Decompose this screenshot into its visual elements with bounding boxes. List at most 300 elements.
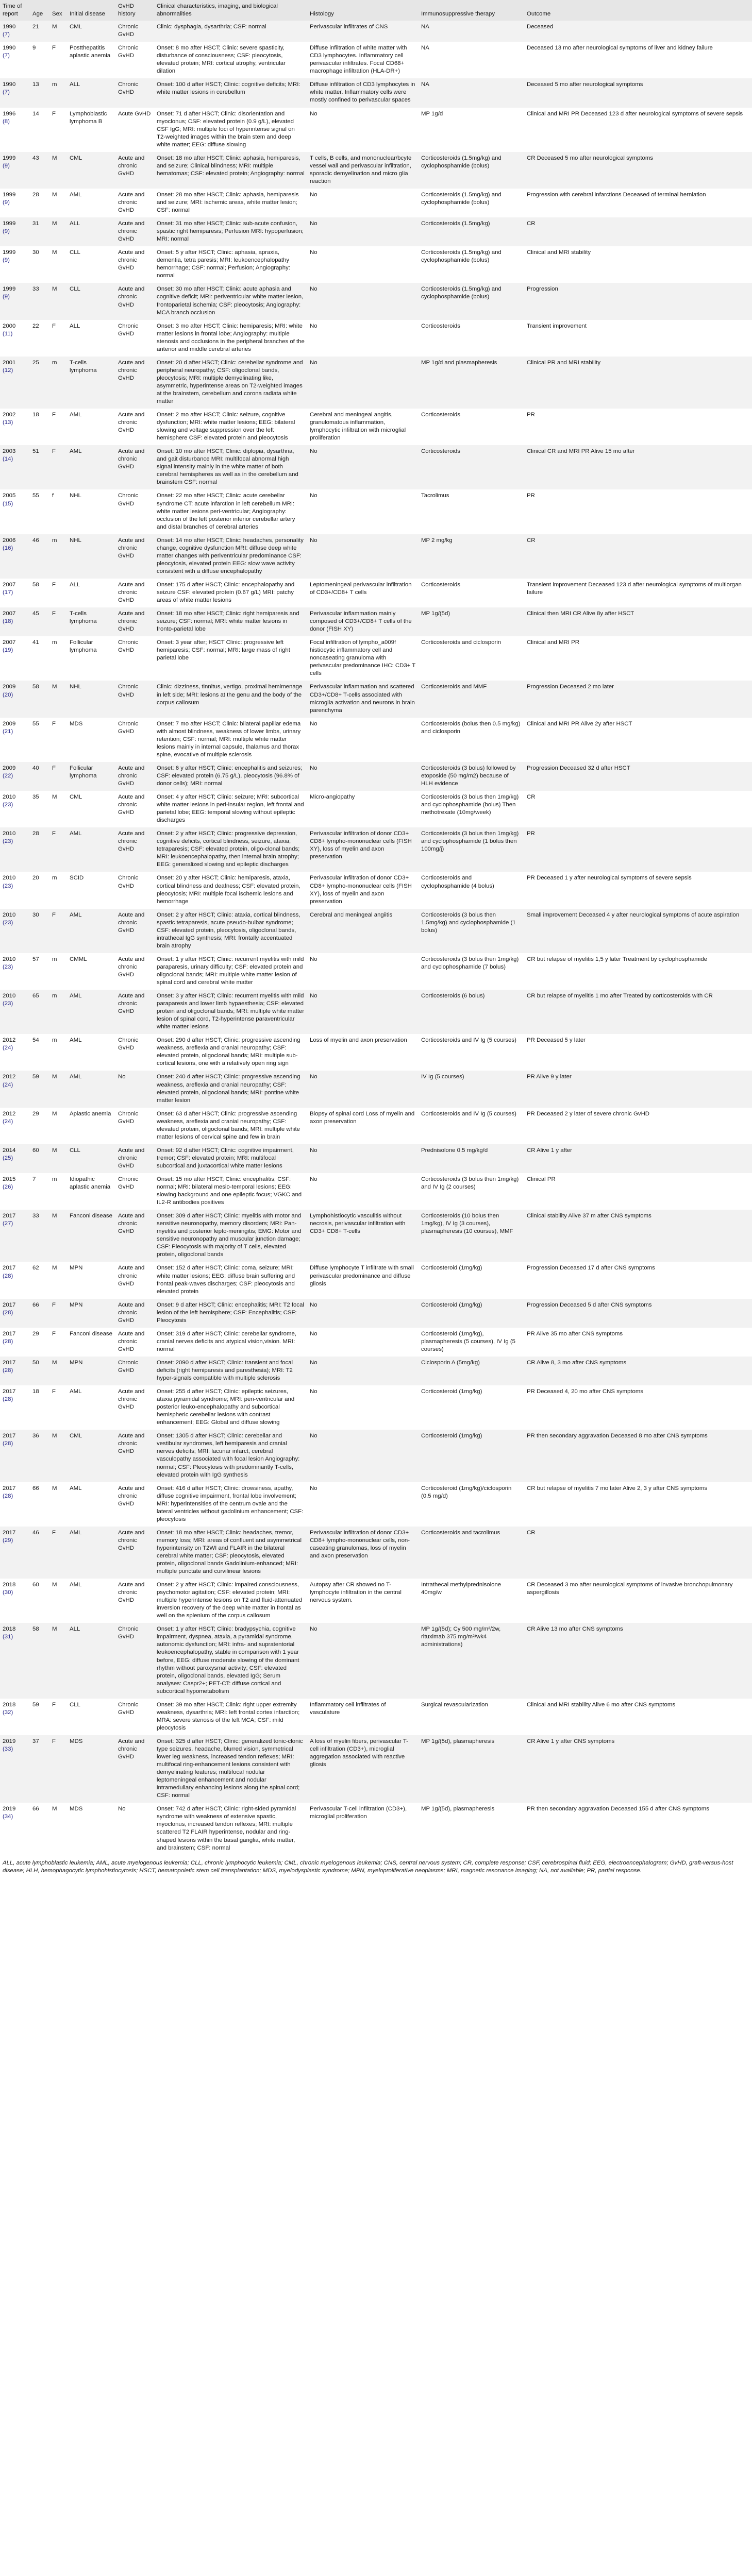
reference-link[interactable]: (28) (3, 1440, 13, 1447)
cell-time (0, 283, 30, 319)
cell-therapy: MP 1g/d (419, 108, 524, 152)
cell-therapy: MP 2 mg/kg (419, 534, 524, 579)
cell-sex: F (49, 762, 67, 791)
cell-gvhd: Chronic GvHD (115, 1699, 154, 1735)
reference-link[interactable]: (22) (3, 772, 13, 779)
cell-sex: M (49, 681, 67, 717)
table-body (0, 21, 752, 1855)
table-row (0, 108, 752, 152)
reference-link[interactable]: (15) (3, 500, 13, 507)
cell-sex: F (49, 827, 67, 872)
reference-link[interactable]: (11) (3, 330, 13, 337)
cell-disease: AML (67, 1034, 115, 1071)
cell-year: 1999 (3, 191, 16, 198)
cell-disease: AML (67, 445, 115, 489)
reference-link[interactable]: (23) (3, 838, 13, 845)
cell-clinical: Onset: 1 y after HSCT; Clinic: bradypsychia, cognitive impairment, dyspnea, ataxia, a pyramidal syndrome, autonomic dysfunction; MRI: infra- and supratentorial leukoencephalopathy, stable in comparison with 1 year before, EEG: diffuse moderate slowing of the dominant rhythm without paroxysmal activity; CSF: elevated protein, oligoclonal bands, elevated IgG; Serum analyses: Caspr2+; PET-CT: diffuse cortical and subcortical hypometabolism (154, 1623, 307, 1698)
cell-outcome: PR Deceased 2 y later of severe chronic GvHD (524, 1108, 752, 1144)
cell-gvhd: Chronic GvHD (115, 1034, 154, 1071)
cell-clinical: Onset: 8 mo after HSCT; Clinic: severe spasticity, disturbance of consciousness; CSF: pleocytosis, elevated protein; MRI: cortical atrophy, ventricular dilation (154, 42, 307, 78)
cell-clinical: Onset: 325 d after HSCT; Clinic: generalized tonic-clonic type seizures, headache, blurred vision, symmetrical lower leg weakness, increased tendon reflexes; MRI: multifocal ring-enhancement lesions consistent with demyelinating features; multifocal nodular leptomeningeal enhancement and nodular intramedullary enhancing lesions along the spinal cord; CSF: normal (154, 1735, 307, 1803)
reference-link[interactable]: (23) (3, 1001, 13, 1007)
cell-year: 2012 (3, 1110, 16, 1117)
cell-disease: Lymphoblastic lymphoma B (67, 108, 115, 152)
cell-gvhd: Chronic GvHD (115, 636, 154, 681)
cell-therapy: MP 1g/(5d), plasmapheresis (419, 1803, 524, 1855)
cell-clinical: Onset: 14 mo after HSCT; Clinic: headaches, personality change, cognitive dysfunction MRI: diffuse deep white matter changes with periventricular predominance CSF: pleocytosis, elevated protein EEG: slow wave activity consistent with a diffuse encephalopathy (154, 534, 307, 579)
cell-histology: Focal infiltration of lympho_a009f histiocytic inflammatory cell and noncaseating granuloma with perivascular predominance IHC: CD3+ T cells (307, 636, 419, 681)
cell-clinical: Onset: 9 d after HSCT; Clinic: encephalitis; MRI: T2 focal lesion of the left hemisphere; CSF: Encephalitis; CSF: Pleocytosis (154, 1299, 307, 1328)
cell-clinical: Clinic: dysphagia, dysarthria; CSF: normal (154, 21, 307, 42)
cell-gvhd: Chronic GvHD (115, 1357, 154, 1385)
cell-time (0, 246, 30, 283)
cell-disease: CMML (67, 953, 115, 990)
header-age: Age (30, 0, 49, 21)
table-row (0, 152, 752, 189)
table-row (0, 283, 752, 319)
reference-link[interactable]: (23) (3, 919, 13, 926)
cell-age: 45 (30, 607, 49, 636)
reference-link[interactable]: (25) (3, 1155, 13, 1161)
cell-age: 21 (30, 21, 49, 42)
cell-clinical: Onset: 3 year after; HSCT Clinic: progressive left hemiparesis; CSF: normal; MRI: large mass of right parietal lobe (154, 636, 307, 681)
cell-therapy: Corticosteroids (419, 320, 524, 357)
cell-clinical: Onset: 309 d after HSCT; Clinic: myelitis with motor and sensitive neuronopathy, memory disorders; MRI: Pan-myelitis and posterior lepto-meningitis; EMG: Motor and sensitive neuronopathy and muscular junction damage; CSF: Pleocytosis with majority of T cells, elevated protein, oligoclonal bands (154, 1210, 307, 1262)
cell-year: 2007 (3, 611, 16, 617)
reference-link[interactable]: (16) (3, 545, 13, 551)
cell-outcome: Progression Deceased 17 d after CNS symptoms (524, 1262, 752, 1298)
cell-time (0, 534, 30, 579)
cell-sex: M (49, 1144, 67, 1173)
cell-histology: No (307, 1071, 419, 1107)
cell-time (0, 1579, 30, 1623)
reference-link[interactable]: (23) (3, 883, 13, 889)
header-gvhd: GvHD history (115, 0, 154, 21)
cell-age: 28 (30, 827, 49, 872)
cell-age: 59 (30, 1071, 49, 1107)
cell-clinical: Onset: 3 mo after HSCT; Clinic: hemiparesis; MRI: white matter lesions in frontal lobe; Angiography: multiple stenosis and occlusions in the peripheral branches of the anterior and middle cerebral arteries (154, 320, 307, 357)
table-row (0, 1527, 752, 1579)
cell-outcome: PR Deceased 4, 20 mo after CNS symptoms (524, 1385, 752, 1430)
cell-year: 2007 (3, 639, 16, 646)
cell-histology: No (307, 1623, 419, 1698)
cell-time (0, 1328, 30, 1357)
cell-gvhd: Acute and chronic GvHD (115, 1735, 154, 1803)
cell-gvhd: Chronic GvHD (115, 1623, 154, 1698)
reference-link[interactable]: (9) (3, 162, 10, 169)
cell-age: 59 (30, 1699, 49, 1735)
cell-histology: No (307, 1430, 419, 1482)
cell-therapy: Corticosteroids and cyclophosphamide (4 bolus) (419, 872, 524, 908)
cell-age: 60 (30, 1579, 49, 1623)
reference-link[interactable]: (28) (3, 1396, 13, 1403)
reference-link[interactable]: (7) (3, 89, 10, 96)
cell-histology: No (307, 1328, 419, 1357)
reference-link[interactable]: (9) (3, 228, 10, 235)
cell-age: 22 (30, 320, 49, 357)
reference-link[interactable]: (29) (3, 1537, 13, 1544)
cell-outcome: Progression Deceased 2 mo later (524, 681, 752, 717)
cell-gvhd: Acute GvHD (115, 108, 154, 152)
cell-therapy: Corticosteroids (6 bolus) (419, 990, 524, 1034)
cell-age: 13 (30, 78, 49, 107)
reference-link[interactable]: (7) (3, 31, 10, 38)
cell-sex: F (49, 579, 67, 607)
reference-link[interactable]: (17) (3, 589, 13, 596)
cell-sex: m (49, 990, 67, 1034)
header-disease: Initial disease (67, 0, 115, 21)
cell-outcome: CR Deceased 5 mo after neurological symptoms (524, 152, 752, 189)
cell-therapy: MP 1g/(5d) (419, 607, 524, 636)
cell-therapy: Intrathecal methylprednisolone 40mg/w (419, 1579, 524, 1623)
cell-gvhd: Acute and chronic GvHD (115, 534, 154, 579)
table-row (0, 42, 752, 78)
cell-outcome: CR (524, 217, 752, 246)
cell-histology: No (307, 534, 419, 579)
cell-histology: No (307, 1144, 419, 1173)
reference-link[interactable]: (31) (3, 1634, 13, 1640)
cell-clinical: Onset: 30 mo after HSCT; Clinic: acute aphasia and cognitive deficit; MRI: periventricular white matter lesion, frontoparietal ischemia; CSF: pleocytosis; Angiography: MCA branch occlusion (154, 283, 307, 319)
cell-time (0, 718, 30, 762)
table-row (0, 953, 752, 990)
cell-sex: M (49, 283, 67, 319)
cell-outcome: CR Deceased 3 mo after neurological symptoms of invasive bronchopulmonary aspergillosis (524, 1579, 752, 1623)
cell-sex: F (49, 320, 67, 357)
cell-therapy: Corticosteroids and ciclosporin (419, 636, 524, 681)
table-row (0, 1328, 752, 1357)
cell-therapy: Corticosteroids (3 bolus then 1mg/kg) and cyclophosphamide (bolus) Then methotrexate (10mg/week) (419, 791, 524, 827)
reference-link[interactable]: (28) (3, 1367, 13, 1374)
cell-gvhd: No (115, 1803, 154, 1855)
cell-clinical: Onset: 3 y after HSCT; Clinic: recurrent myelitis with mild paraparesis and lower limb hypaesthesia; CSF: elevated protein and oligoclonal bands; MRI: multiple white matter lesion of spinal cord, T2-hyperintense paraventricular white matter lesions (154, 990, 307, 1034)
cell-clinical: Onset: 15 mo after HSCT; Clinic: encephalitis; CSF: normal; MRI: bilateral mesio-temporal lesions; EEG: slowing background and one epileptic focus; VGKC and IL2-R antibodies positives (154, 1173, 307, 1210)
reference-link[interactable]: (12) (3, 367, 13, 374)
cell-gvhd: Acute and chronic GvHD (115, 283, 154, 319)
table-row (0, 409, 752, 445)
table-row (0, 1144, 752, 1173)
cell-histology: Perivascular inflammation mainly composed of CD3+/CD8+ T cells of the donor (FISH XY) (307, 607, 419, 636)
cell-outcome: Clinical PR (524, 1173, 752, 1210)
reference-link[interactable]: (13) (3, 419, 13, 426)
cell-outcome: CR Alive 1 y after CNS symptoms (524, 1735, 752, 1803)
cell-clinical: Onset: 63 d after HSCT; Clinic: progressive ascending weakness, areflexia and cranial neuropathy; CSF: elevated protein, oligoclonal bands; MRI: multiple white matter lesions of cervical spine and few in brain (154, 1108, 307, 1144)
table-row (0, 1385, 752, 1430)
cell-disease: Follicular lymphoma (67, 762, 115, 791)
table-row (0, 607, 752, 636)
cell-sex: F (49, 718, 67, 762)
cell-outcome: CR but relapse of myelitis 1,5 y later Treatment by cyclophosphamide (524, 953, 752, 990)
cell-disease: MDS (67, 1803, 115, 1855)
cell-therapy: Corticosteroids (3 bolus then 1mg/kg) and IV Ig (2 courses) (419, 1173, 524, 1210)
cell-year: 1990 (3, 81, 16, 88)
reference-link[interactable]: (33) (3, 1746, 13, 1752)
reference-link[interactable]: (28) (3, 1309, 13, 1316)
cell-time (0, 1803, 30, 1855)
cell-gvhd: Acute and chronic GvHD (115, 1527, 154, 1579)
cell-gvhd: Chronic GvHD (115, 872, 154, 908)
cell-outcome: PR (524, 827, 752, 872)
cell-clinical: Onset: 18 mo after HSCT; Clinic: headaches, tremor, memory loss; MRI: areas of confluent and asymmetrical hyperintensity on T2WI and FLAIR in the bilateral cerebral white matter; CSF: pleocytosis, elevated protein, oligoclonal bands Gadolinium-enhanced; MRI: multiple punctate and curvilinear lesions (154, 1527, 307, 1579)
cell-clinical: Onset: 7 mo after HSCT; Clinic: bilateral papillar edema with almost blindness, weakness of lower limbs, urinary retention; CSF: normal; MRI: multiple white matter lesions mainly in internal capsule, thalamus and thorax spine, evocative of multiple sclerosis (154, 718, 307, 762)
cell-outcome: PR Alive 35 mo after CNS symptoms (524, 1328, 752, 1357)
cell-clinical: Onset: 20 d after HSCT; Clinic: cerebellar syndrome and peripheral neuropathy; CSF: oligoclonal bands, pleocytosis; MRI: multiple demyelinating like, asymmetric, hyperintense areas on T2-weighted images at the brainstem, cerebellum and corona radiata white matter (154, 357, 307, 409)
cell-therapy: Corticosteroids (1.5mg/kg) and cyclophosphamide (bolus) (419, 283, 524, 319)
cell-histology: No (307, 108, 419, 152)
cell-year: 1996 (3, 110, 16, 117)
cell-sex: M (49, 1262, 67, 1298)
header-outcome: Outcome (524, 0, 752, 21)
cell-histology: Perivascular infiltration of donor CD3+ CD8+ lympho-mononuclear cells, non-caseating granulomas, loss of myelin and axon preservation (307, 1527, 419, 1579)
cell-sex: M (49, 21, 67, 42)
reference-link[interactable]: (21) (3, 728, 13, 735)
cell-clinical: Onset: 2 mo after HSCT; Clinic: seizure, cognitive dysfunction; MRI: white matter lesions; EEG: bilateral slowing and voltage suppression over the left hemisphere CSF: elevated protein and pleocytosis (154, 409, 307, 445)
reference-link[interactable]: (14) (3, 456, 13, 463)
cell-age: 65 (30, 990, 49, 1034)
reference-link[interactable]: (24) (3, 1118, 13, 1125)
cell-disease: CLL (67, 1144, 115, 1173)
reference-link[interactable]: (9) (3, 199, 10, 206)
cell-clinical: Onset: 255 d after HSCT; Clinic: epileptic seizures, ataxia pyramidal syndrome; MRI: peri-ventricular and posterior leuko-encephalopathy and subcortical hemispheric cerebellar lesions with contrast enhancement; EEG: Global and diffuse slowing (154, 1385, 307, 1430)
cell-histology: Micro-angiopathy (307, 791, 419, 827)
header-row (0, 0, 752, 21)
cell-histology: A loss of myelin fibers, perivascular T-cell infiltration (CD3+), microglial aggregation associated with reactive gliosis (307, 1735, 419, 1803)
header-sex: Sex (49, 0, 67, 21)
cell-disease: CML (67, 21, 115, 42)
table-row (0, 357, 752, 409)
cell-therapy: Corticosteroids (1.5mg/kg) (419, 217, 524, 246)
cell-time (0, 1299, 30, 1328)
cell-disease: ALL (67, 1623, 115, 1698)
cell-histology: No (307, 718, 419, 762)
reference-link[interactable]: (28) (3, 1493, 13, 1499)
cell-year: 2001 (3, 359, 16, 366)
reference-link[interactable]: (23) (3, 963, 13, 970)
cell-year: 2017 (3, 1388, 16, 1395)
cell-disease: CLL (67, 246, 115, 283)
cell-sex: F (49, 909, 67, 953)
cell-age: 35 (30, 791, 49, 827)
table-row (0, 189, 752, 217)
cell-clinical: Onset: 152 d after HSCT; Clinic: coma, seizure; MRI: white matter lesions; EEG: diffuse brain suffering and frontal peak-waves discharges; CSF: pleocytosis and elevated protein (154, 1262, 307, 1298)
reference-link[interactable]: (24) (3, 1081, 13, 1088)
cell-sex: m (49, 357, 67, 409)
cell-outcome: Small improvement Deceased 4 y after neurological symptoms of acute aspiration (524, 909, 752, 953)
cell-time (0, 607, 30, 636)
cell-year: 2017 (3, 1485, 16, 1492)
cell-clinical: Onset: 31 mo after HSCT; Clinic: sub-acute confusion, spastic right hemiparesis; Perfusion MRI: hypoperfusion; MRI: normal (154, 217, 307, 246)
cell-outcome: Progression (524, 283, 752, 319)
cell-time (0, 489, 30, 534)
reference-link[interactable]: (8) (3, 118, 10, 125)
cell-year: 2005 (3, 493, 16, 499)
cell-sex: F (49, 1385, 67, 1430)
cell-gvhd: Chronic GvHD (115, 78, 154, 107)
cell-age: 29 (30, 1328, 49, 1357)
cell-year: 2003 (3, 448, 16, 455)
cell-age: 33 (30, 283, 49, 319)
table-row (0, 1299, 752, 1328)
reference-link[interactable]: (30) (3, 1589, 13, 1596)
cell-outcome: Deceased (524, 21, 752, 42)
cell-sex: m (49, 872, 67, 908)
cell-age: 30 (30, 246, 49, 283)
cell-gvhd: Chronic GvHD (115, 21, 154, 42)
reference-link[interactable]: (24) (3, 1045, 13, 1052)
cell-gvhd: Acute and chronic GvHD (115, 1385, 154, 1430)
cell-outcome: Deceased 5 mo after neurological symptoms (524, 78, 752, 107)
cell-time (0, 152, 30, 189)
cell-clinical: Onset: 18 mo after HSCT; Clinic: right hemiparesis and seizure; CSF: normal; MRI: white matter lesions in fronto-parietal lobe (154, 607, 307, 636)
cell-gvhd: Acute and chronic GvHD (115, 1328, 154, 1357)
cell-time (0, 1071, 30, 1107)
cell-year: 2014 (3, 1147, 16, 1154)
reference-link[interactable]: (34) (3, 1814, 13, 1820)
table-row (0, 1803, 752, 1855)
cell-sex: F (49, 108, 67, 152)
cell-time (0, 872, 30, 908)
cell-histology: Diffuse infiltration of white matter with CD3 lymphocytes. Inflammatory cell perivascular infiltrates. Focal CD68+ macrophage infiltration (HLA-DR+) (307, 42, 419, 78)
cell-gvhd: Chronic GvHD (115, 681, 154, 717)
cell-sex: M (49, 1108, 67, 1144)
cell-year: 2017 (3, 1265, 16, 1272)
cell-disease: MPN (67, 1262, 115, 1298)
cell-age: 57 (30, 953, 49, 990)
cell-sex: m (49, 1173, 67, 1210)
cell-gvhd: Acute and chronic GvHD (115, 246, 154, 283)
cell-gvhd: Acute and chronic GvHD (115, 357, 154, 409)
cell-therapy: Corticosteroids (3 bolus then 1mg/kg) and cyclophosphamide (1 bolus then 100mg/j) (419, 827, 524, 872)
cell-histology: No (307, 1173, 419, 1210)
cell-outcome: CR (524, 534, 752, 579)
cell-time (0, 42, 30, 78)
reference-link[interactable]: (19) (3, 647, 13, 654)
table-row (0, 990, 752, 1034)
cell-outcome: Deceased 13 mo after neurological symptoms of liver and kidney failure (524, 42, 752, 78)
cell-year: 2012 (3, 1037, 16, 1044)
cell-clinical: Onset: 2 y after HSCT; Clinic: progressive depression, cognitive deficits, cortical blindness, seizure, ataxia, tetraparesis; CSF: elevated protein, oligo-clonal bands; MRI: leukoencephalopathy, then internal brain atrophy; EEG: generalized slowing and epileptic discharges (154, 827, 307, 872)
cell-outcome: Clinical and MRI PR Alive 2y after HSCT (524, 718, 752, 762)
cell-gvhd: Acute and chronic GvHD (115, 1579, 154, 1623)
cell-year: 2017 (3, 1529, 16, 1536)
cell-sex: M (49, 1357, 67, 1385)
cell-therapy: Corticosteroids (419, 445, 524, 489)
cell-clinical: Onset: 92 d after HSCT; Clinic: cognitive impairment, tremor; CSF: elevated protein; MRI: multifocal subcortical and juxtacortical white matter lesions (154, 1144, 307, 1173)
cell-sex: F (49, 1735, 67, 1803)
reference-link[interactable]: (9) (3, 257, 10, 264)
cell-histology: Diffuse lymphocyte T infiltrate with small perivascular predominance and diffuse gliosis (307, 1262, 419, 1298)
cell-outcome: PR then secondary aggravation Deceased 155 d after CNS symptoms (524, 1803, 752, 1855)
cell-clinical: Onset: 319 d after HSCT; Clinic: cerebellar syndrome, cranial nerves deficits and atypical vision,vision. MRI: normal (154, 1328, 307, 1357)
reference-link[interactable]: (28) (3, 1338, 13, 1345)
cell-time (0, 1034, 30, 1071)
cell-outcome: CR but relapse of myelitis 1 mo after Treated by corticosteroids with CR (524, 990, 752, 1034)
cell-disease: T-cells lymphoma (67, 607, 115, 636)
cell-age: 7 (30, 1173, 49, 1210)
cell-therapy: Ciclosporin A (5mg/kg) (419, 1357, 524, 1385)
cell-gvhd: Acute and chronic GvHD (115, 1262, 154, 1298)
cell-clinical: Onset: 742 d after HSCT; Clinic: right-sided pyramidal syndrome with weakness of extensive spastic, myoclonus, increased tendon reflexes; MRI: multiple scattered T2 FLAIR hyperintense, nodular and ring-shaped lesions within the basal ganglia, white matter, and brainstem; CSF: normal (154, 1803, 307, 1855)
table-row (0, 445, 752, 489)
cell-histology: Leptomeningeal perivascular infiltration of CD3+/CD8+ T cells (307, 579, 419, 607)
cell-sex: m (49, 636, 67, 681)
cell-year: 2010 (3, 911, 16, 918)
cell-age: 30 (30, 909, 49, 953)
cell-year: 2012 (3, 1074, 16, 1080)
table-row (0, 1735, 752, 1803)
cell-outcome: CR (524, 791, 752, 827)
cell-year: 2018 (3, 1626, 16, 1633)
table-row (0, 1357, 752, 1385)
cell-outcome: Transient improvement (524, 320, 752, 357)
cell-age: 58 (30, 1623, 49, 1698)
reference-link[interactable]: (7) (3, 53, 10, 59)
reference-link[interactable]: (20) (3, 691, 13, 698)
cell-outcome: PR then secondary aggravation Deceased 8 mo after CNS symptoms (524, 1430, 752, 1482)
reference-link[interactable]: (9) (3, 294, 10, 300)
cell-outcome: Clinical and MRI PR Deceased 123 d after neurological symptoms of severe sepsis (524, 108, 752, 152)
cell-age: 14 (30, 108, 49, 152)
cell-time (0, 1385, 30, 1430)
cell-year: 2018 (3, 1582, 16, 1588)
cell-gvhd: Acute and chronic GvHD (115, 445, 154, 489)
table-row (0, 1108, 752, 1144)
cell-disease: Follicular lymphoma (67, 636, 115, 681)
cell-gvhd: Chronic GvHD (115, 489, 154, 534)
cell-gvhd: Acute and chronic GvHD (115, 1144, 154, 1173)
reference-link[interactable]: (32) (3, 1709, 13, 1716)
cell-histology: No (307, 246, 419, 283)
cell-time (0, 320, 30, 357)
cell-age: 9 (30, 42, 49, 78)
cell-age: 40 (30, 762, 49, 791)
cell-time (0, 1173, 30, 1210)
cell-time (0, 189, 30, 217)
cell-disease: AML (67, 827, 115, 872)
cell-sex: m (49, 953, 67, 990)
table-row (0, 636, 752, 681)
cell-time (0, 1210, 30, 1262)
table-row (0, 1579, 752, 1623)
cell-outcome: Progression Deceased 5 d after CNS symptoms (524, 1299, 752, 1328)
cell-disease: SCID (67, 872, 115, 908)
cell-disease: MPN (67, 1299, 115, 1328)
cell-therapy: MP 1g/d and plasmapheresis (419, 357, 524, 409)
cell-sex: M (49, 189, 67, 217)
reference-link[interactable]: (23) (3, 802, 13, 808)
cell-gvhd: Acute and chronic GvHD (115, 152, 154, 189)
cell-sex: m (49, 1034, 67, 1071)
cell-histology: No (307, 1385, 419, 1430)
cell-therapy: Corticosteroid (1mg/kg) (419, 1385, 524, 1430)
cell-therapy: Corticosteroids (bolus then 0.5 mg/kg) and ciclosporin (419, 718, 524, 762)
table-row (0, 827, 752, 872)
cell-age: 55 (30, 718, 49, 762)
cell-outcome: Progression Deceased 32 d after HSCT (524, 762, 752, 791)
cell-sex: F (49, 1699, 67, 1735)
table-row (0, 78, 752, 107)
reference-link[interactable]: (28) (3, 1273, 13, 1279)
cell-age: 37 (30, 1735, 49, 1803)
cell-age: 43 (30, 152, 49, 189)
reference-link[interactable]: (18) (3, 618, 13, 625)
cell-histology: Perivascular infiltration of donor CD3+ CD8+ lympho-mononuclear cells (FISH XY), loss of myelin and axon preservation (307, 827, 419, 872)
cell-year: 2015 (3, 1176, 16, 1182)
cell-clinical: Clinic: dizziness, tinnitus, vertigo, proximal hemimenage in left side; MRI: lesions at the genu and the body of the corpus callosum (154, 681, 307, 717)
reference-link[interactable]: (27) (3, 1221, 13, 1227)
cell-disease: Idiopathic aplastic anemia (67, 1173, 115, 1210)
cell-histology: Biopsy of spinal cord Loss of myelin and axon preservation (307, 1108, 419, 1144)
reference-link[interactable]: (26) (3, 1184, 13, 1191)
